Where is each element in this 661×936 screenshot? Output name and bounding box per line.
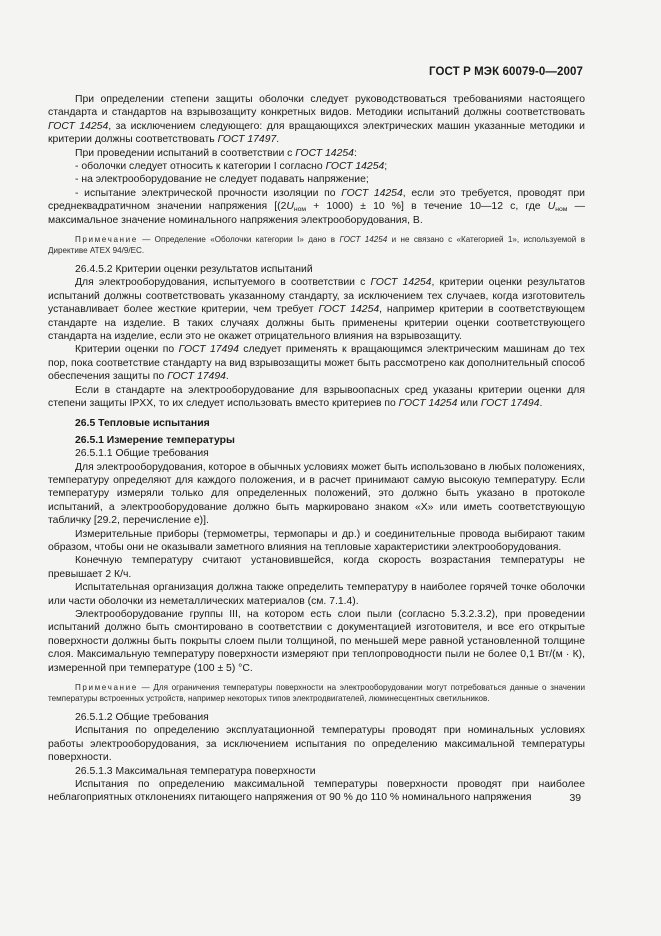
paragraph: Измерительные приборы (термометры, термопары и др.) и соединительные провода выбирают таким образом, чтобы они не оказывали заметного влияния на тепловые характеристики электрооборудования. (48, 528, 585, 553)
section-heading: 26.5.1.1 Общие требования (75, 448, 209, 460)
section-heading: 26.5.1 Измерение температуры (75, 434, 235, 446)
section-heading: 26.4.5.2 Критерии оценки результатов испытаний (75, 263, 313, 275)
document-body (48, 93, 585, 805)
list-item: - оболочки следует относить к категории I согласно ГОСТ 14254; (75, 161, 388, 173)
section-heading: 26.5.1.3 Максимальная температура поверхности (75, 765, 316, 777)
section-heading: 26.5 Тепловые испытания (75, 418, 210, 430)
note: Примечание — Для ограничения температуры поверхности на электрооборудовании могут потребоваться данные о значении температуры встроенных устройств, например некоторых типов электродвигателей, люминесцентных светильников. (48, 683, 585, 704)
paragraph: Если в стандарте на электрооборудование для взрывоопасных сред указаны критерии оценки для степени защиты IPXX, то их следует использовать вместо критериев по ГОСТ 14254 или ГОСТ 17494. (48, 384, 585, 409)
list-item: - на электрооборудование не следует подавать напряжение; (75, 174, 369, 186)
note: Примечание — Определение «Оболочки категории I» дано в ГОСТ 14254 и не связано с «Категорией 1», используемой в Директиве ATEX 94/9/EC. (48, 235, 585, 256)
paragraph: Испытания по определению максимальной температуры поверхности проводят при наиболее неблагоприятных отклонениях питающего напряжения от 90 % до 110 % номинального напряжения (48, 778, 585, 804)
paragraph: При проведении испытаний в соответствии с ГОСТ 14254: (75, 147, 357, 159)
list-item: - испытание электрической прочности изоляции по ГОСТ 14254, если это требуется, проводят при среднеквадратичном значении напряжения [$(2U_{ном} + 1000) \pm 10$ %] в течение 10—12 с, где $U_{ном}$ — максимальное значение номинального напряжения электрооборудования, В. (48, 187, 585, 226)
paragraph: Испытания по определению эксплуатационной температуры проводят при номинальных условиях работы электрооборудования, за исключением испытания по определению максимальной температуры поверхности. (48, 725, 585, 764)
paragraph: При определении степени защиты оболочки следует руководствоваться требованиями настоящего стандарта и стандартов на взрывозащиту конкретных видов. Методики испытаний должны соответствовать ГОСТ 14254, за исключением следующего: для вращающихся электрических машин указанные методики и критерии должны соответствовать ГОСТ 17497. (48, 94, 585, 146)
page-number: 39 (569, 793, 581, 804)
paragraph: Конечную температуру считают установившейся, когда скорость возрастания температуры не превышает 2 К/ч. (48, 555, 585, 580)
paragraph: Электрооборудование группы III, на котором есть слои пыли (согласно 5.3.2.3.2), при проведении испытаний должно быть смонтировано в соответствии с документацией изготовителя, и все его открытые поверхности должны быть покрыты слоем пыли толщиной, по меньшей мере равной установленной толщине слоя. Максимальную температуру поверхности измеряют при теплопроводности пыли не более 0,1 Вт/(м · К), измеренной при температуре (100 ± 5) °С. (48, 609, 585, 674)
paragraph: Испытательная организация должна также определить температуру в наиболее горячей точке оболочки или части оболочки из неметаллических материалов (см. 7.1.4). (48, 582, 585, 607)
paragraph: Критерии оценки по ГОСТ 17494 следует применять к вращающимся электрическим машинам до тех пор, пока соответствие стандарту на вид взрывозащиты может быть рассмотрено как дополнительный способ обеспечения защиты по ГОСТ 17494. (48, 344, 585, 383)
paragraph: Для электрооборудования, испытуемого в соответствии с ГОСТ 14254, критерии оценки результатов испытаний должны соответствовать указанному стандарту, за исключением тех случаев, когда изготовитель устанавливает более жесткие критерии, чем требует ГОСТ 14254, например критерии в соответствующем стандарте на изделие. В таких случаях должны быть применены критерии оценки соответствующего стандарта на изделие, если это не окажет отрицательного влияния на взрывозащиту. (48, 277, 585, 342)
document-header: ГОСТ Р МЭК 60079-0—2007 (429, 66, 583, 78)
paragraph: Для электрооборудования, которое в обычных условиях может быть использовано в любых положениях, температуру определяют для каждого положения, и в расчет принимают самую высокую температуру. Если температуру измеряли только для определенных положений, это должно быть указано в протоколе испытаний, а электрооборудование должно быть маркировано знаком «Х» или иметь соответствующую табличку [29.2, перечисление е)]. (48, 461, 585, 527)
section-heading: 26.5.1.2 Общие требования (75, 711, 209, 723)
